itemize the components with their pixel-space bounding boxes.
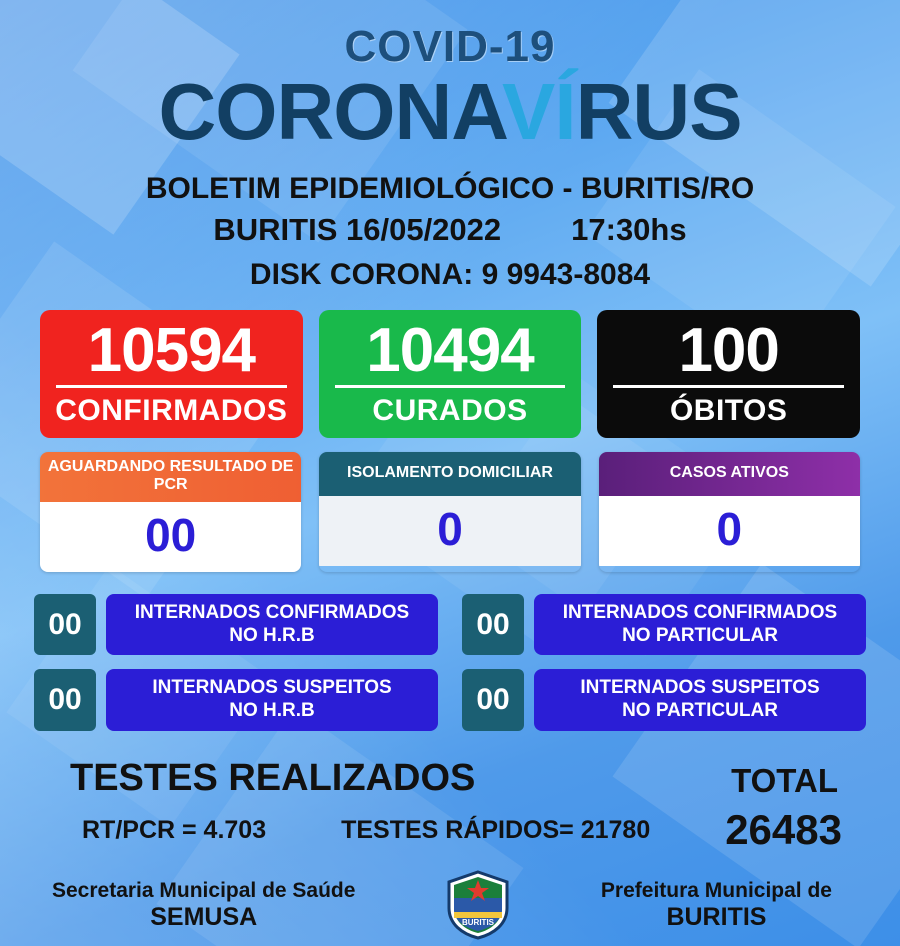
casos-ativos-title: CASOS ATIVOS [599,452,860,496]
internados-label-line1: INTERNADOS CONFIRMADOS [562,601,838,623]
title-part-rus: RUS [575,67,742,156]
internados-label-line2: NO PARTICULAR [622,700,778,722]
card-casos-ativos [599,452,860,572]
title-part-corona: CORONA [158,67,503,156]
bulletin-subtitle: BOLETIM EPIDEMIOLÓGICO - BURITIS/RO [145,172,755,205]
time: 17:30hs [571,212,687,247]
isolamento-domiciliar-title: ISOLAMENTO DOMICILIAR [319,452,580,496]
covid-label: COVID-19 [344,22,556,71]
internados-item [34,594,438,656]
testes-realizados-heading: TESTES REALIZADOS [70,757,476,800]
divider [613,385,844,388]
footer [22,858,878,942]
card-isolamento-domiciliar [319,452,580,572]
internados-label [106,669,438,731]
internados-item [34,669,438,731]
total-value: 26483 [725,806,842,854]
page-title [22,67,878,156]
title-part-vi: VÍ [502,67,576,156]
curados-label: CURADOS [372,394,528,428]
secretaria-line2: SEMUSA [150,902,258,931]
secondary-row [22,452,878,572]
svg-text:BURITIS: BURITIS [462,918,495,928]
prefeitura-line2: BURITIS [666,902,767,931]
internados-label [106,594,438,656]
summary-card-obitos [597,310,860,438]
internados-value: 00 [462,669,524,731]
city-crest-icon [441,868,515,942]
internados-item [462,594,866,656]
internados-grid [22,594,878,731]
obitos-value: 100 [678,316,779,385]
city-date: BURITIS 16/05/2022 [213,212,502,247]
aguardando-pcr-title: AGUARDANDO RESULTADO DE PCR [40,452,301,502]
obitos-label: ÓBITOS [669,394,788,428]
aguardando-pcr-value: 00 [40,502,301,572]
testes-heading-row [22,757,878,800]
internados-label-line2: NO H.R.B [229,700,315,722]
testes-detail-row [22,806,878,854]
rtpcr-value: RT/PCR = 4.703 [82,815,267,844]
internados-label [534,669,866,731]
summary-card-curados [319,310,582,438]
internados-item [462,669,866,731]
internados-value: 00 [34,594,96,656]
internados-label-line1: INTERNADOS CONFIRMADOS [134,601,410,623]
internados-value: 00 [34,669,96,731]
total-label: TOTAL [731,762,838,800]
card-aguardando-pcr [40,452,301,572]
divider [56,385,287,388]
summary-card-confirmados [40,310,303,438]
casos-ativos-value: 0 [599,496,860,566]
confirmados-value: 10594 [87,316,256,385]
divider [335,385,566,388]
internados-label-line2: NO PARTICULAR [622,624,778,646]
summary-row [22,310,878,438]
internados-label-line1: INTERNADOS SUSPEITOS [580,677,820,699]
internados-label-line2: NO H.R.B [229,624,315,646]
prefeitura-line1: Prefeitura Municipal de [600,878,832,902]
internados-label-line1: INTERNADOS SUSPEITOS [152,677,392,699]
testes-rapidos-value: TESTES RÁPIDOS= 21780 [341,815,651,844]
internados-label [534,594,866,656]
curados-value: 10494 [366,316,534,385]
dateline [22,212,878,248]
confirmados-label: CONFIRMADOS [55,394,288,428]
isolamento-domiciliar-value: 0 [319,496,580,566]
footer-prefeitura [601,879,832,932]
footer-secretaria [52,879,355,932]
secretaria-line1: Secretaria Municipal de Saúde [52,878,356,902]
internados-value: 00 [462,594,524,656]
disk-corona-phone: DISK CORONA: 9 9943-8084 [249,258,651,291]
